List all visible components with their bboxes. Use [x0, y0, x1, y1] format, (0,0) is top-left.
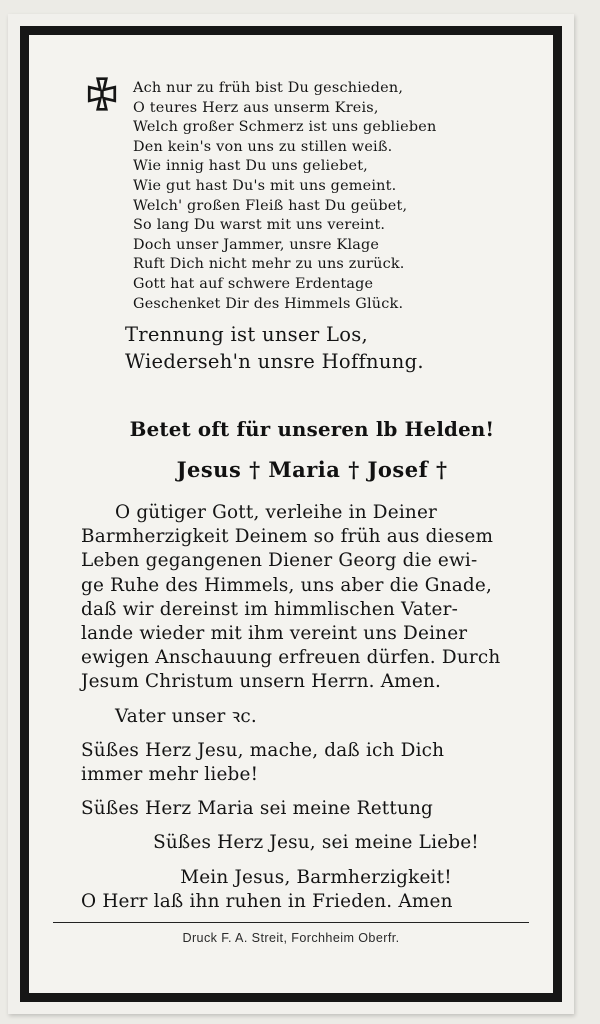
our-father-line: Vater unser ꝛc. — [115, 705, 257, 727]
memorial-card — [8, 14, 574, 1014]
black-mourning-border — [20, 26, 562, 1002]
motto-line: Wiederseh'n unsre Hoffnung. — [125, 350, 424, 373]
poem-line: Welch' großen Fleiß hast Du geübet, — [133, 197, 408, 214]
motto-line: Trennung ist unser Los, — [125, 323, 369, 346]
iron-cross-icon — [85, 77, 119, 111]
prayer-line: lande wieder mit ihm vereint uns Deiner — [81, 623, 468, 645]
holy-names-heading: Jesus † Maria † Josef † — [176, 457, 448, 482]
invocation-line: Süßes Herz Jesu, mache, daß ich Dich — [81, 739, 445, 761]
invocation-line: O Herr laß ihn ruhen in Frieden. Amen — [81, 890, 453, 912]
poem-line: So lang Du warst mit uns vereint. — [133, 217, 386, 234]
invocation-line: immer mehr liebe! — [81, 764, 259, 786]
motto — [125, 321, 545, 375]
prayer-line: O gütiger Gott, verleihe in Deiner — [115, 502, 438, 523]
prayer-line: ge Ruhe des Himmels, uns aber die Gnade, — [81, 574, 493, 596]
printer-imprint: Druck F. A. Streit, Forchheim Oberfr. — [182, 931, 400, 945]
prayer-line: Leben gegangenen Diener Georg die ewi- — [81, 550, 478, 572]
poem-line: Welch großer Schmerz ist uns geblieben — [133, 119, 437, 136]
poem-line: Den kein's von uns zu stillen weiß. — [133, 138, 393, 155]
prayer-line: daß wir dereinst im himmlischen Vater- — [81, 598, 458, 620]
prayer-request-heading: Betet oft für unseren lb Helden! — [129, 417, 495, 441]
poem-line: O teures Herz aus unserm Kreis, — [133, 99, 379, 116]
poem-line: Ruft Dich nicht mehr zu uns zurück. — [133, 256, 405, 273]
footer-divider — [53, 922, 529, 923]
prayer-text — [81, 501, 551, 914]
invocation-line: Süßes Herz Maria sei meine Rettung — [81, 798, 434, 820]
invocation-line: Mein Jesus, Barmherzigkeit! — [180, 866, 452, 888]
poem-line: Doch unser Jammer, unsre Klage — [133, 236, 380, 253]
memorial-poem — [133, 79, 533, 314]
invocation-line: Süßes Herz Jesu, sei meine Liebe! — [153, 832, 479, 854]
poem-line: Wie gut hast Du's mit uns gemeint. — [133, 177, 397, 194]
poem-line: Gott hat auf schwere Erdentage — [133, 275, 374, 292]
poem-line: Ach nur zu früh bist Du geschieden, — [133, 80, 404, 96]
prayer-line: Barmherzigkeit Deinem so früh aus diesem — [81, 526, 494, 548]
poem-line: Geschenket Dir des Himmels Glück. — [133, 295, 404, 312]
poem-line: Wie innig hast Du uns geliebet, — [133, 158, 368, 175]
prayer-line: ewigen Anschauung erfreuen dürfen. Durch — [81, 647, 501, 669]
prayer-line: Jesum Christum unsern Herrn. Amen. — [81, 671, 441, 693]
